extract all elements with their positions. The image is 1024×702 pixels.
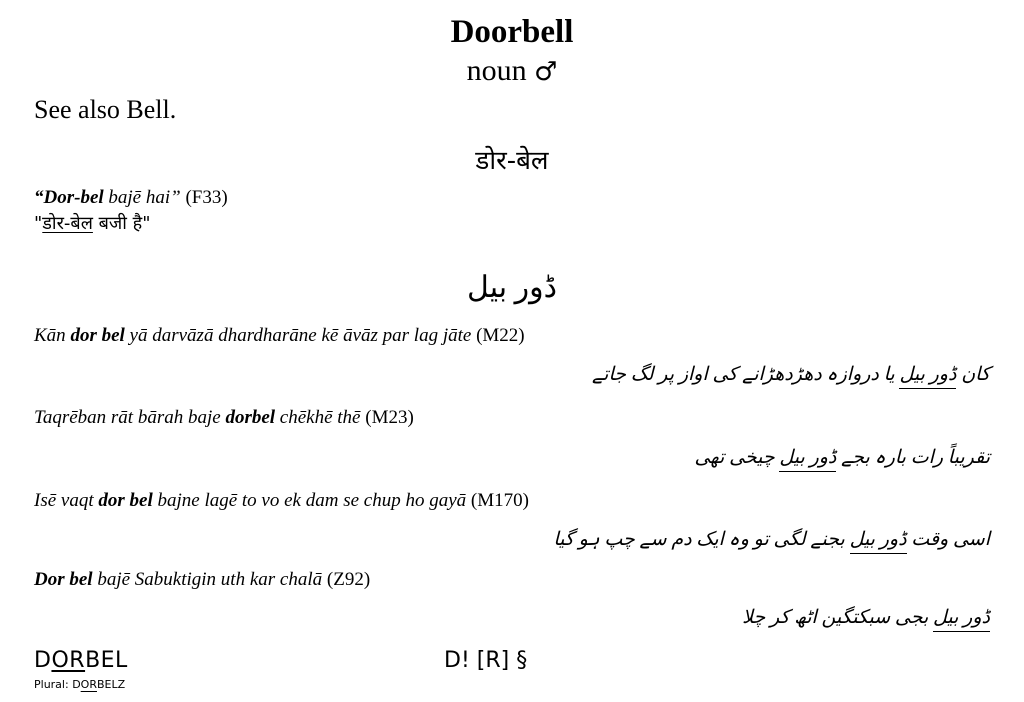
pron-before: D — [34, 648, 52, 673]
quote-rest: bajē hai — [103, 187, 171, 208]
hindi-example-transliteration — [34, 187, 228, 209]
pron-after: BEL — [85, 648, 128, 673]
part-of-speech — [0, 54, 1024, 88]
ex3-source: (M170) — [466, 490, 529, 511]
plural-before: D — [72, 678, 81, 691]
ex4-bold: Dor bel — [34, 569, 93, 590]
deva-underlined: डोर-बेल — [42, 213, 93, 234]
ex4-urdu-underlined: ڈور بیل — [933, 606, 990, 632]
quote-close: ” — [170, 187, 181, 208]
hindi-example-devanagari — [34, 211, 151, 235]
urdu-heading: ڈور بیل — [467, 271, 557, 304]
ex1-urdu-post: یا دروازہ دھڑدھڑانے کی اواز پر لگ جاتے — [592, 364, 900, 385]
urdu-example-4-transliteration — [34, 569, 370, 591]
deva-close: " — [142, 213, 151, 234]
plural-after: BELZ — [96, 678, 126, 691]
quote-bold: Dor-bel — [43, 187, 104, 208]
urdu-example-3-transliteration — [34, 490, 529, 512]
ex3-urdu-post: بجنے لگی تو وہ ایک دم سے چپ ہو گیا — [553, 529, 850, 550]
urdu-example-3-script — [553, 528, 990, 554]
ex1-urdu-pre: کان — [956, 364, 990, 385]
urdu-example-2-script — [694, 446, 990, 472]
ex4-urdu-post: بجی سبکتگین اٹھ کر چلا — [742, 607, 934, 628]
deva-rest: बजी है — [92, 213, 143, 234]
quote-source: (F33) — [180, 187, 228, 208]
ex2-post: chēkhē thē — [275, 407, 361, 428]
ex1-urdu-underlined: ڈور بیل — [899, 363, 956, 389]
ex1-pre: Kān — [34, 325, 71, 346]
ex2-urdu-post: چیخی تھی — [694, 447, 780, 468]
urdu-example-1-script — [592, 363, 990, 389]
urdu-example-2-transliteration — [34, 407, 414, 429]
hindi-heading: डोर-बेल — [475, 146, 549, 176]
ex1-bold: dor bel — [70, 325, 125, 346]
headword: Doorbell — [450, 14, 574, 50]
ex2-bold: dorbel — [225, 407, 276, 428]
ex3-urdu-pre: اسی وقت — [906, 529, 990, 550]
pos-label: noun — [466, 54, 527, 87]
ex2-urdu-pre: تقریباً رات بارہ بجے — [836, 447, 990, 468]
plural-label: Plural: — [34, 678, 73, 691]
plural-stressed: OR — [80, 678, 97, 691]
ex2-source: (M23) — [360, 407, 414, 428]
ex2-urdu-underlined: ڈور بیل — [779, 446, 836, 472]
ex4-post: bajē Sabuktigin uth kar chalā — [92, 569, 323, 590]
pronunciation — [34, 648, 128, 673]
ex4-source: (Z92) — [322, 569, 371, 590]
male-gender-icon: ♂ — [534, 57, 558, 87]
plural-form — [34, 678, 125, 691]
ex2-pre: Taqrēban rāt bārah baje — [34, 407, 226, 428]
ex3-post: bajne lagē to vo ek dam se chup ho gayā — [152, 490, 467, 511]
see-also-note: See also Bell. — [34, 95, 177, 124]
ex1-post: yā darvāzā dhardharāne kē āvāz par lag jāte — [124, 325, 472, 346]
pronunciation-code: D! [R] § — [444, 648, 528, 673]
ex3-urdu-underlined: ڈور بیل — [850, 528, 907, 554]
urdu-example-1-transliteration — [34, 325, 525, 347]
urdu-example-4-script — [742, 606, 990, 632]
ex3-pre: Isē vaqt — [34, 490, 99, 511]
ex1-source: (M22) — [471, 325, 525, 346]
deva-open: " — [34, 213, 43, 234]
quote-open: “ — [34, 187, 44, 208]
pron-stressed: OR — [51, 648, 86, 673]
ex3-bold: dor bel — [98, 490, 153, 511]
